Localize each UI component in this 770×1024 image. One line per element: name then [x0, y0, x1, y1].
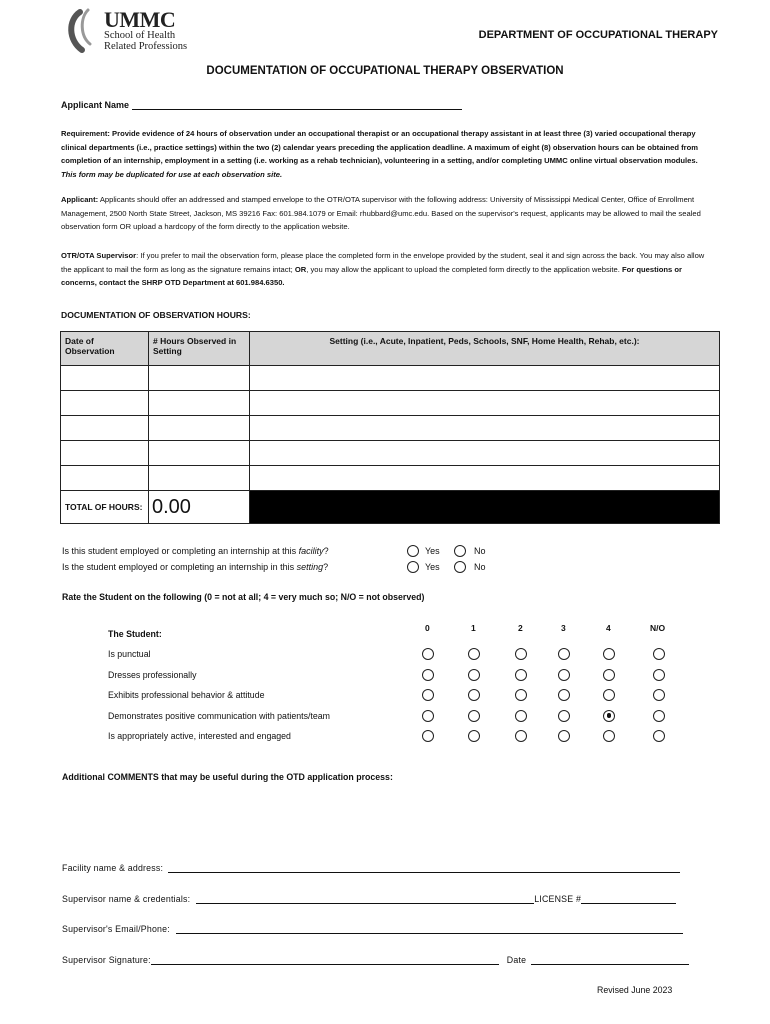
supervisor-note-text1: : If you prefer to mail the observation form, please place the completed form in the envelope provided by the student, seal it and sign across the back. You may also allow the applicant to mail the form as long as the signature remains intact;: [61, 251, 705, 274]
supervisor-note-or: OR: [294, 264, 307, 274]
supervisor-note-text2: , you may allow the applicant to upload the completed form directly to the application website.: [306, 264, 620, 274]
license-label: LICENSE #: [534, 894, 582, 904]
requirement-text: Requirement: Provide evidence of 24 hours of observation under an occupational therapist or an occupational therapy assistant in at least three (3) varied occupational therapy clinical departments (i.e., practice settings) within the two (2) calendar years preceding the application deadline. A maximum of eight (8) observation hours can be obtained from completion of an internship, employment in a setting (i.e. working as a rehab technician), volunteering in a setting, and/or completing UMMC online virtual observation modules.: [61, 129, 699, 166]
question-text: Is this student employed or completing an internship at this: [62, 546, 299, 556]
rating-radio-0[interactable]: [422, 689, 434, 701]
signature-input[interactable]: [151, 955, 499, 965]
page-title: DOCUMENTATION OF OCCUPATIONAL THERAPY OBSERVATION: [206, 65, 564, 77]
total-blackout-cell: [250, 491, 720, 524]
setting-no-radio[interactable]: [454, 561, 466, 573]
total-row: [61, 491, 720, 524]
facility-no-radio[interactable]: [454, 545, 466, 557]
email-field-row: [62, 924, 683, 934]
email-input[interactable]: [176, 924, 683, 934]
date-cell[interactable]: [61, 441, 149, 466]
rating-radio-4[interactable]: [603, 669, 615, 681]
hours-cell[interactable]: [149, 366, 250, 391]
col-setting-header: Setting (i.e., Acute, Inpatient, Peds, Schools, SNF, Home Health, Rehab, etc.):: [250, 332, 720, 366]
logo-line2: Related Professions: [104, 41, 188, 52]
rating-radio-1[interactable]: [468, 648, 480, 660]
rating-radio-no[interactable]: [653, 710, 665, 722]
rating-radio-no[interactable]: [653, 669, 665, 681]
facility-yes-radio[interactable]: [407, 545, 419, 557]
hours-cell[interactable]: [149, 441, 250, 466]
question-setting: [62, 562, 328, 572]
requirement-italic: This form may be duplicated for use at each observation site.: [61, 169, 283, 179]
date-cell[interactable]: [61, 416, 149, 441]
applicant-note-paragraph: [61, 193, 713, 234]
yes-label: Yes: [425, 546, 440, 556]
rating-heading: Rate the Student on the following (0 = not at all; 4 = very much so; N/O = not observed): [62, 592, 425, 602]
hours-cell[interactable]: [149, 416, 250, 441]
setting-cell[interactable]: [250, 416, 720, 441]
applicant-note-label: Applicant:: [61, 195, 99, 204]
col-hours-header: # Hours Observed in Setting: [149, 332, 250, 366]
supervisor-note-label: OTR/OTA Supervisor: [61, 251, 137, 260]
rating-radio-3[interactable]: [558, 648, 570, 660]
scale-header-2: 2: [518, 623, 523, 633]
hours-cell[interactable]: [149, 391, 250, 416]
rating-radio-no[interactable]: [653, 730, 665, 742]
total-hours-value[interactable]: 0.00: [149, 491, 250, 524]
setting-yes-radio[interactable]: [407, 561, 419, 573]
question-text: Is the student employed or completing an internship in this: [62, 562, 297, 572]
table-row: [61, 441, 720, 466]
rating-radio-3[interactable]: [558, 710, 570, 722]
facility-input[interactable]: [168, 863, 680, 873]
rating-radio-0[interactable]: [422, 710, 434, 722]
scale-header-4: 4: [606, 623, 611, 633]
rating-radio-4[interactable]: [603, 730, 615, 742]
rating-radio-0[interactable]: [422, 669, 434, 681]
supervisor-name-row: [62, 894, 676, 904]
criterion-label: Is appropriately active, interested and engaged: [108, 731, 291, 741]
rating-radio-1[interactable]: [468, 689, 480, 701]
rating-radio-1[interactable]: [468, 730, 480, 742]
no-label: No: [474, 562, 486, 572]
rating-radio-2[interactable]: [515, 710, 527, 722]
criterion-label: Exhibits professional behavior & attitude: [108, 690, 265, 700]
setting-cell[interactable]: [250, 366, 720, 391]
scale-header-1: 1: [471, 623, 476, 633]
rating-radio-4[interactable]: [603, 689, 615, 701]
rating-radio-no[interactable]: [653, 689, 665, 701]
comments-label: Additional COMMENTS that may be useful during the OTD application process:: [62, 772, 393, 782]
question-italic: setting: [296, 562, 324, 572]
question-mark: ?: [323, 562, 329, 572]
logo-name: UMMC: [104, 7, 176, 32]
scale-header-3: 3: [561, 623, 566, 633]
rating-radio-4[interactable]: [603, 710, 615, 722]
supervisor-name-input[interactable]: [196, 894, 534, 904]
rating-radio-1[interactable]: [468, 710, 480, 722]
no-label: No: [474, 546, 486, 556]
applicant-name-row: [61, 100, 462, 110]
date-label: Date: [506, 955, 527, 965]
rating-radio-2[interactable]: [515, 689, 527, 701]
supervisor-name-label: Supervisor name & credentials:: [62, 894, 191, 904]
table-row: [61, 416, 720, 441]
question-mark: ?: [323, 546, 329, 556]
revised-date: Revised June 2023: [597, 985, 673, 995]
rating-radio-0[interactable]: [422, 648, 434, 660]
table-row: [61, 366, 720, 391]
question-facility: [62, 546, 329, 556]
email-label: Supervisor's Email/Phone:: [62, 924, 170, 934]
col-date-header: Date of Observation: [61, 332, 149, 366]
facility-field-row: [62, 863, 680, 873]
rating-radio-no[interactable]: [653, 648, 665, 660]
supervisor-note-contact: For questions or concerns, contact the SHRP OTD Department at 601.984.6350.: [61, 264, 682, 288]
question-italic: facility: [298, 546, 324, 556]
total-label: TOTAL OF HOURS:: [61, 491, 149, 524]
applicant-name-label: Applicant Name: [61, 100, 130, 110]
date-cell[interactable]: [61, 466, 149, 491]
applicant-name-field[interactable]: [132, 100, 462, 110]
rating-radio-1[interactable]: [468, 669, 480, 681]
rating-radio-0[interactable]: [422, 730, 434, 742]
table-row: [61, 391, 720, 416]
rating-radio-2[interactable]: [515, 730, 527, 742]
rating-radio-3[interactable]: [558, 730, 570, 742]
applicant-note-text: Applicants should offer an addressed and stamped envelope to the OTR/OTA supervisor with the following address: University of Mississippi Medical Center, Office of Enrollment Management, 2500 North State Street, Jackson, MS 39216 Fax: 601.984.1079 or Email: rhubbard@umc.edu. Based on the supervisor's request, applicants may be allowed to mail the sealed observation form OR upload a hardcopy of the form directly to the application website.: [61, 195, 701, 232]
setting-cell[interactable]: [250, 391, 720, 416]
criterion-label: Dresses professionally: [108, 669, 197, 680]
setting-cell[interactable]: [250, 466, 720, 491]
rating-subject: The Student:: [108, 629, 162, 639]
setting-cell[interactable]: [250, 441, 720, 466]
logo-text: [104, 7, 188, 52]
scale-header-0: 0: [425, 623, 430, 633]
rating-radio-4[interactable]: [603, 648, 615, 660]
department-heading: DEPARTMENT OF OCCUPATIONAL THERAPY: [478, 29, 718, 41]
supervisor-note-paragraph: [61, 249, 713, 290]
observation-hours-table: [60, 331, 720, 524]
date-input[interactable]: [531, 955, 689, 965]
signature-label: Supervisor Signature:: [62, 955, 151, 965]
requirement-paragraph: [61, 127, 713, 181]
logo-line1: School of Health: [104, 30, 176, 41]
criterion-label: Is punctual: [108, 649, 151, 659]
rating-radio-3[interactable]: [558, 669, 570, 681]
date-cell[interactable]: [61, 366, 149, 391]
license-input[interactable]: [581, 894, 676, 904]
facility-label: Facility name & address:: [62, 863, 164, 873]
signature-field-row: [62, 955, 689, 965]
rating-radio-2[interactable]: [515, 669, 527, 681]
yes-label: Yes: [425, 562, 440, 572]
hours-heading: DOCUMENTATION OF OBSERVATION HOURS:: [61, 310, 251, 320]
hours-cell[interactable]: [149, 466, 250, 491]
rating-radio-2[interactable]: [515, 648, 527, 660]
scale-header-no: N/O: [650, 623, 666, 633]
criterion-label: Demonstrates positive communication with patients/team: [108, 710, 330, 721]
date-cell[interactable]: [61, 391, 149, 416]
rating-radio-3[interactable]: [558, 689, 570, 701]
table-row: [61, 466, 720, 491]
